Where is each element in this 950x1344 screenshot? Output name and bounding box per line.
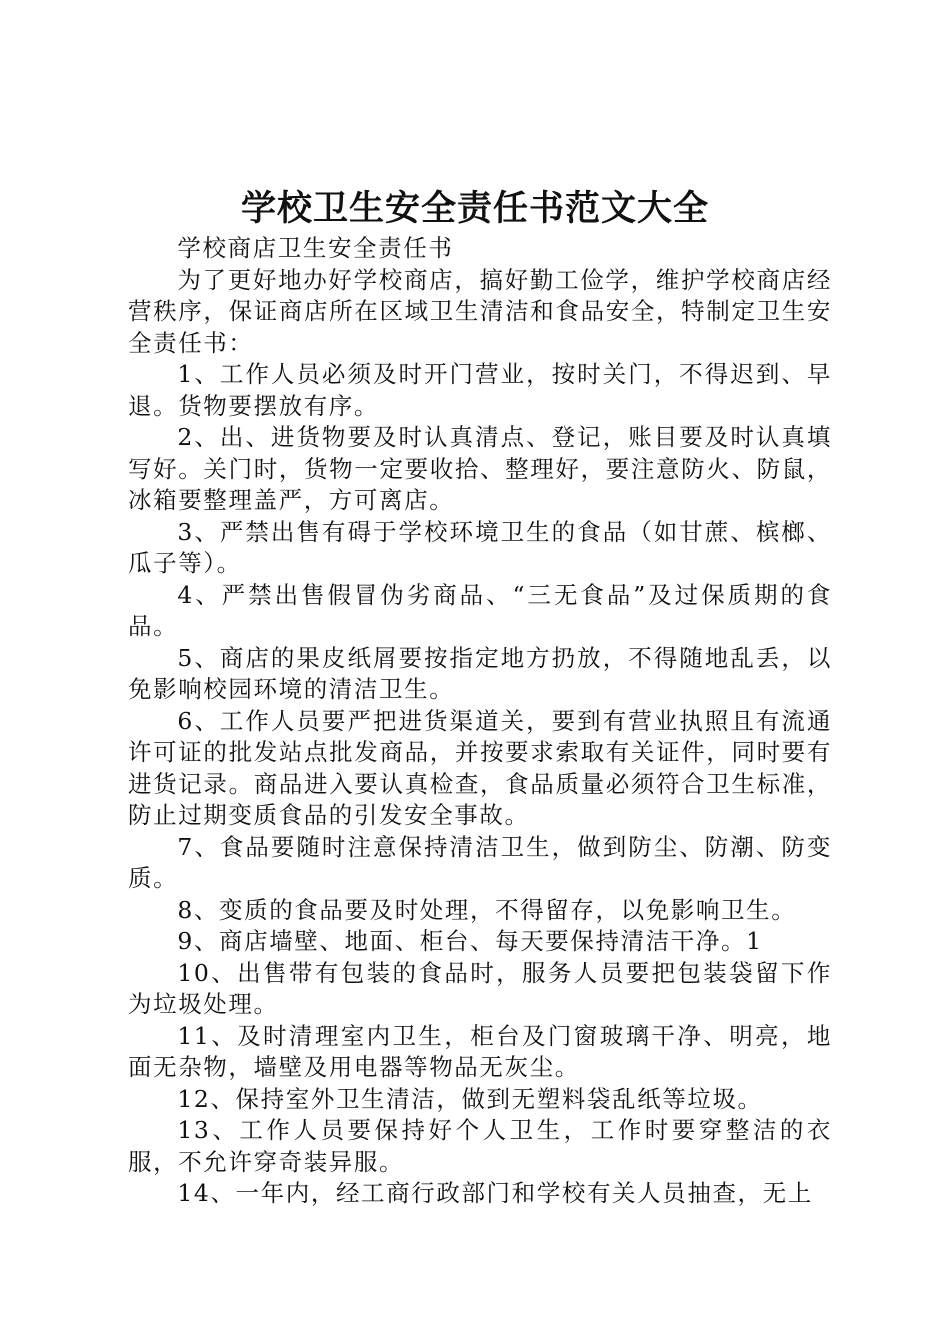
clause-9: 9、商店墙壁、地面、柜台、每天要保持清洁干净。1 xyxy=(177,927,763,955)
clause-8: 8、变质的食品要及时处理，不得留存，以免影响卫生。 xyxy=(177,895,797,924)
clause-2: 2、出、进货物要及时认真清点、登记，账目要及时认真填写好。关门时，货物一定要收拾、整理好，要注意防火、防鼠，冰箱要整理盖严，方可离店。 xyxy=(128,423,832,514)
clause-5: 5、商店的果皮纸屑要按指定地方扔放，不得随地乱丢，以免影响校园环境的清洁卫生。 xyxy=(128,643,832,703)
clause-10: 10、出售带有包装的食品时，服务人员要把包装袋留下作为垃圾处理。 xyxy=(128,958,832,1018)
clause-4: 4、严禁出售假冒伪劣商品、“三无食品”及过保质期的食品。 xyxy=(128,580,832,640)
clause-11: 11、及时清理室内卫生，柜台及门窗玻璃干净、明亮，地面无杂物，墙壁及用电器等物品无灰尘。 xyxy=(128,1021,832,1081)
document-body xyxy=(128,233,832,1210)
document-subtitle: 学校商店卫生安全责任书 xyxy=(177,234,454,262)
clause-7: 7、食品要随时注意保持清洁卫生，做到防尘、防潮、防变质。 xyxy=(128,832,832,892)
document-title: 学校卫生安全责任书范文大全 xyxy=(240,188,709,229)
clause-14: 14、一年内，经工商行政部门和学校有关人员抽查，无上 xyxy=(177,1179,813,1207)
clause-13: 13、工作人员要保持好个人卫生，工作时要穿整洁的衣服，不允许穿奇装异服。 xyxy=(128,1116,832,1176)
intro-paragraph: 为了更好地办好学校商店，搞好勤工俭学，维护学校商店经营秩序，保证商店所在区域卫生清洁和食品安全，特制定卫生安全责任书： xyxy=(128,265,832,357)
clause-3: 3、严禁出售有碍于学校环境卫生的食品（如甘蔗、槟榔、瓜子等）。 xyxy=(128,517,832,577)
clause-12: 12、保持室外卫生清洁，做到无塑料袋乱纸等垃圾。 xyxy=(177,1084,763,1113)
clause-6: 6、工作人员要严把进货渠道关，要到有营业执照且有流通许可证的批发站点批发商品，并按要求索取有关证件，同时要有进货记录。商品进入要认真检查，食品质量必须符合卫生标准，防止过期变质食品的引发安全事故。 xyxy=(128,706,832,829)
clause-1: 1、工作人员必须及时开门营业，按时关门，不得迟到、早退。货物要摆放有序。 xyxy=(128,360,832,420)
